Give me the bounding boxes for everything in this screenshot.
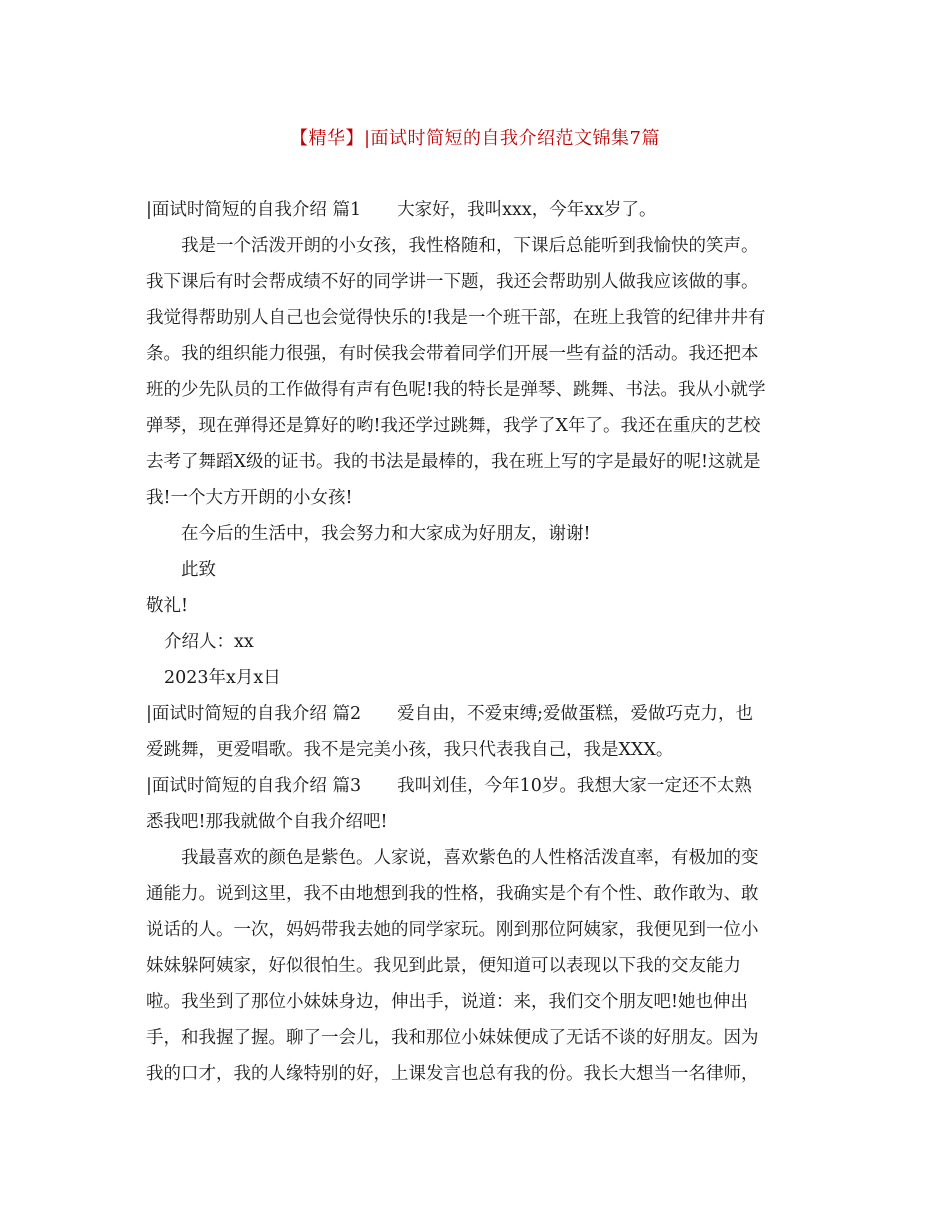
paragraph-line: 悉我吧!那我就做个自我介绍吧! xyxy=(146,812,388,832)
paragraph-line: 我最喜欢的颜色是紫色。人家说，喜欢紫色的人性格活泼直率，有极加的变 xyxy=(181,848,759,868)
paragraph-line: 手，和我握了握。聊了一会儿，我和那位小妹妹便成了无话不谈的好朋友。因为 xyxy=(146,1028,759,1048)
section-1-first-line: 大家好，我叫xxx，今年xx岁了。 xyxy=(397,200,657,220)
salute-line: 此致 xyxy=(181,560,216,580)
paragraph-line: 班的少先队员的工作做得有声有色呢!我的特长是弹琴、跳舞、书法。我从小就学 xyxy=(146,380,766,400)
section-2-heading: |面试时简短的自我介绍 篇2 xyxy=(146,704,362,724)
section-3-heading-line xyxy=(146,768,810,804)
paragraph-line: 我觉得帮助别人自己也会觉得快乐的!我是一个班干部，在班上我管的纪律井井有 xyxy=(146,308,766,328)
paragraph-line: 我下课后有时会帮成绩不好的同学讲一下题，我还会帮助别人做我应该做的事。 xyxy=(146,272,759,292)
section-2-heading-line xyxy=(146,696,810,732)
section-1-heading-line xyxy=(146,192,810,228)
paragraph-line: 我是一个活泼开朗的小女孩，我性格随和，下课后总能听到我愉快的笑声。 xyxy=(181,236,759,256)
paragraph-line: 通能力。说到这里，我不由地想到我的性格，我确实是个有个性、敢作敢为、敢 xyxy=(146,884,759,904)
document-title: 【精华】|面试时简短的自我介绍范文锦集7篇 xyxy=(289,128,660,149)
section-3-heading: |面试时简短的自我介绍 篇3 xyxy=(146,776,362,796)
paragraph-line: 说话的人。一次，妈妈带我去她的同学家玩。刚到那位阿姨家，我便见到一位小 xyxy=(146,920,759,940)
paragraph-line: 妹妹躲阿姨家，好似很怕生。我见到此景，便知道可以表现以下我的交友能力 xyxy=(146,956,741,976)
paragraph-line: 啦。我坐到了那位小妹妹身边，伸出手，说道：来，我们交个朋友吧!她也伸出 xyxy=(146,992,749,1012)
section-1-heading: |面试时简短的自我介绍 篇1 xyxy=(146,200,362,220)
paragraph-line: 条。我的组织能力很强，有时侯我会带着同学们开展一些有益的活动。我还把本 xyxy=(146,344,759,364)
closing-line: 在今后的生活中，我会努力和大家成为好朋友，谢谢! xyxy=(181,524,591,544)
paragraph-line: 爱跳舞，更爱唱歌。我不是完美小孩，我只代表我自己，我是XXX。 xyxy=(146,740,674,760)
section-3-first-line: 我叫刘佳，今年10岁。我想大家一定还不太熟 xyxy=(397,776,752,796)
paragraph-line: 我!一个大方开朗的小女孩! xyxy=(146,488,353,508)
section-2-first-line: 爱自由，不爱束缚;爱做蛋糕，爱做巧克力，也 xyxy=(397,704,753,724)
date-line: 2023年x月x日 xyxy=(164,668,281,688)
introducer-line: 介绍人：xx xyxy=(164,632,254,652)
paragraph-line: 弹琴，现在弹得还是算好的哟!我还学过跳舞，我学了X年了。我还在重庆的艺校 xyxy=(146,416,761,436)
paragraph-line: 我的口才，我的人缘特别的好，上课发言也总有我的份。我长大想当一名律师， xyxy=(146,1064,759,1084)
paragraph-line: 去考了舞蹈X级的证书。我的书法是最棒的，我在班上写的字是最好的呢!这就是 xyxy=(146,452,761,472)
salute-line: 敬礼! xyxy=(146,596,189,616)
document-body xyxy=(146,192,810,1092)
